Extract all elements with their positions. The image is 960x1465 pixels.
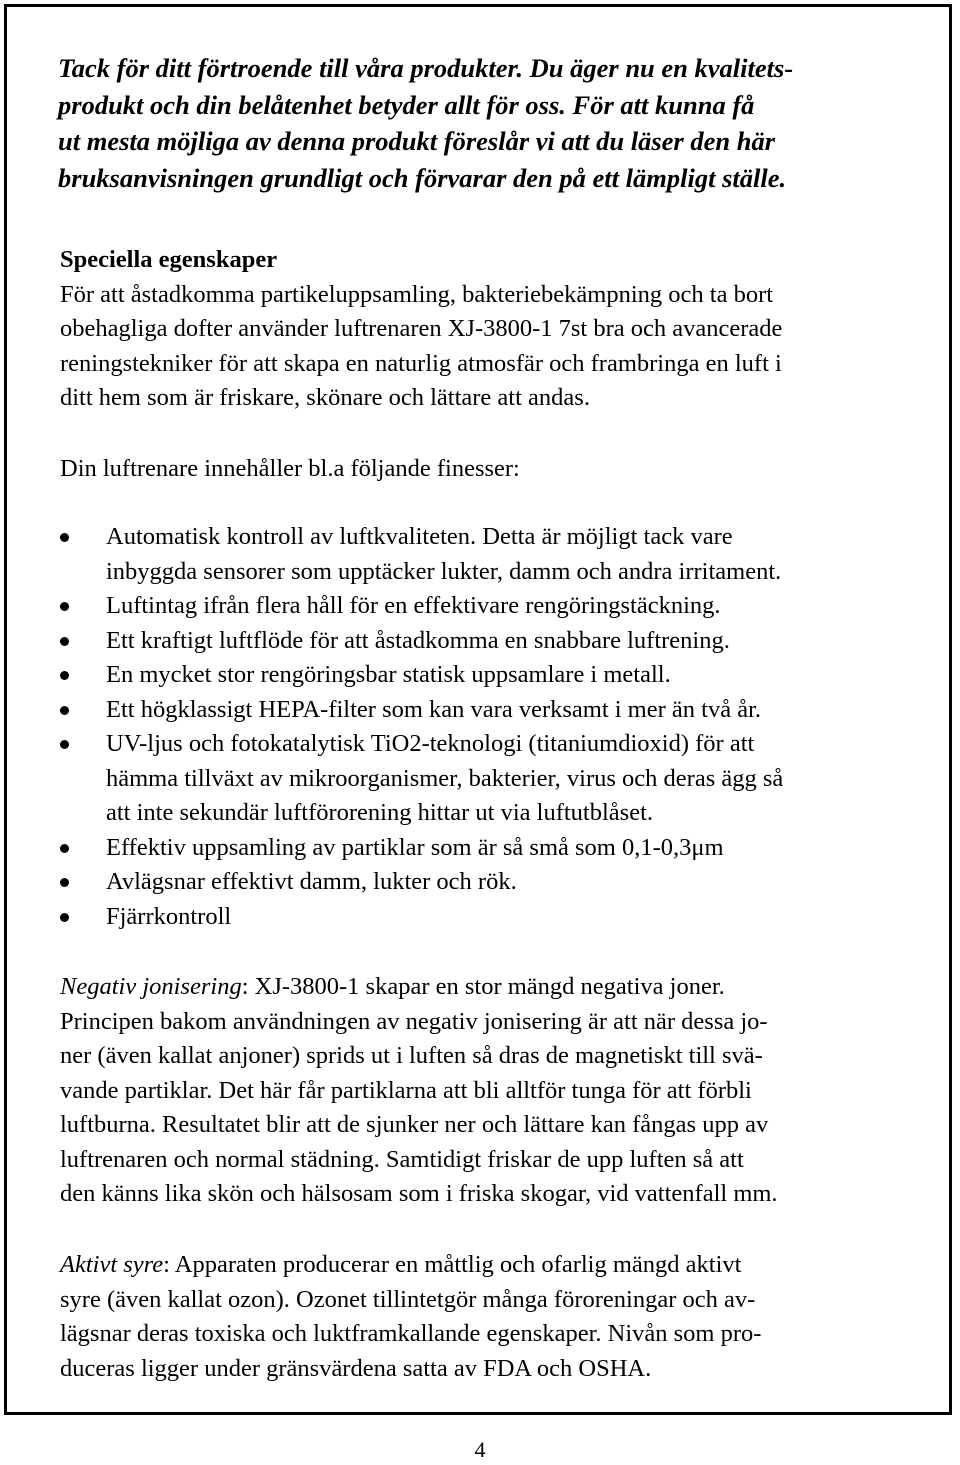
bullet-line: hämma tillväxt av mikroorganismer, bakterier, virus och deras ägg så (106, 764, 784, 792)
feature-bullet-list (60, 520, 920, 934)
paragraph-first-line (60, 970, 920, 1005)
bullet-line: Avlägsnar effektivt damm, lukter och rök. (106, 868, 517, 895)
intro-line: bruksanvisningen grundligt och förvarar den på ett lämpligt ställe. (58, 162, 787, 193)
list-item (60, 831, 920, 866)
features-line: reningstekniker för att skapa en naturlig atmosfär och frambringa en luft i (60, 349, 782, 377)
bullet-icon (60, 878, 69, 887)
features-section (60, 243, 920, 416)
bullet-icon (60, 671, 69, 680)
finesser-intro: Din luftrenare innehåller bl.a följande finesser: (60, 455, 520, 482)
bullet-icon (60, 740, 69, 749)
paragraph-line: ner (även kallat anjoner) sprids ut i luften så dras de magnetiskt till svä- (60, 1042, 763, 1069)
bullet-line: Automatisk kontroll av luftkvaliteten. Detta är möjligt tack vare (106, 523, 733, 550)
bullet-line: Luftintag ifrån flera håll för en effektivare rengöringstäckning. (106, 592, 721, 619)
paragraph-line: syre (även kallat ozon). Ozonet tillintetgör många föroreningar och av- (60, 1285, 756, 1313)
bullet-line: att inte sekundär luftförorening hittar ut via luftutblåset. (106, 799, 654, 826)
paragraph-line: Principen bakom användningen av negativ jonisering är att när dessa jo- (60, 1007, 768, 1035)
paragraph-line: vande partiklar. Det här får partiklarna att bli alltför tunga för att förbli (60, 1076, 752, 1104)
bullet-icon (60, 913, 69, 922)
bullet-line: Ett kraftigt luftflöde för att åstadkomma en snabbare luftrening. (106, 626, 730, 654)
features-line: obehagliga dofter använder luftrenaren XJ-3800-1 7st bra och avancerade (60, 315, 783, 342)
bullet-icon (60, 602, 69, 611)
bullet-line: En mycket stor rengöringsbar statisk uppsamlare i metall. (106, 661, 671, 688)
bullet-icon (60, 706, 69, 715)
intro-line: Tack för ditt förtroende till våra produkter. Du äger nu en kvalitets- (58, 53, 794, 83)
list-item (60, 900, 920, 935)
negative-ionization-paragraph (60, 970, 920, 1212)
list-item (60, 624, 920, 659)
list-item (60, 589, 920, 624)
intro-line: produkt och din belåtenhet betyder allt för oss. För att kunna få (58, 89, 755, 120)
paragraph-first-line (60, 1248, 920, 1283)
bullet-icon (60, 637, 69, 646)
section-heading: Speciella egenskaper (60, 246, 278, 273)
list-item (60, 865, 920, 900)
bullet-line: inbyggda sensorer som upptäcker lukter, damm och andra irritament. (106, 557, 782, 585)
paragraph-line: den känns lika skön och hälsosam som i friska skogar, vid vattenfall mm. (60, 1180, 778, 1207)
term-active-oxygen: Aktivt syre (60, 1251, 164, 1278)
intro-line: ut mesta möjliga av denna produkt föreslår vi att du läser den här (58, 126, 776, 156)
list-item (60, 693, 920, 728)
bullet-line: Fjärrkontroll (106, 902, 232, 930)
term-negative-ionization: Negativ jonisering (60, 973, 242, 1000)
bullet-line: Effektiv uppsamling av partiklar som är så små som 0,1-0,3μm (106, 833, 724, 861)
paragraph-line: luftburna. Resultatet blir att de sjunker ner och lättare kan fångas upp av (60, 1111, 769, 1138)
features-line: För att åstadkomma partikeluppsamling, bakteriebekämpning och ta bort (60, 280, 774, 308)
list-item (60, 658, 920, 693)
list-item (60, 520, 920, 589)
paragraph-line: lägsnar deras toxiska och luktframkallande egenskaper. Nivån som pro- (60, 1320, 762, 1347)
active-oxygen-paragraph (60, 1248, 920, 1386)
page-number: 4 (474, 1437, 486, 1462)
first-line-text: : XJ-3800-1 skapar en stor mängd negativa joner. (241, 973, 725, 1000)
bullet-line: Ett högklassigt HEPA-filter som kan vara verksamt i mer än två år. (106, 695, 762, 723)
first-line-text: : Apparaten producerar en måttlig och ofarlig mängd aktivt (163, 1251, 742, 1278)
bullet-line: UV-ljus och fotokatalytisk TiO2-teknologi (titaniumdioxid) för att (106, 730, 755, 757)
intro-paragraph (58, 50, 918, 196)
list-item (60, 727, 920, 831)
features-line: ditt hem som är friskare, skönare och lättare att andas. (60, 384, 590, 411)
bullet-icon (60, 844, 69, 853)
bullet-icon (60, 533, 69, 542)
paragraph-line: luftrenaren och normal städning. Samtidigt friskar de upp luften så att (60, 1145, 744, 1173)
paragraph-line: duceras ligger under gränsvärdena satta av FDA och OSHA. (60, 1354, 652, 1382)
